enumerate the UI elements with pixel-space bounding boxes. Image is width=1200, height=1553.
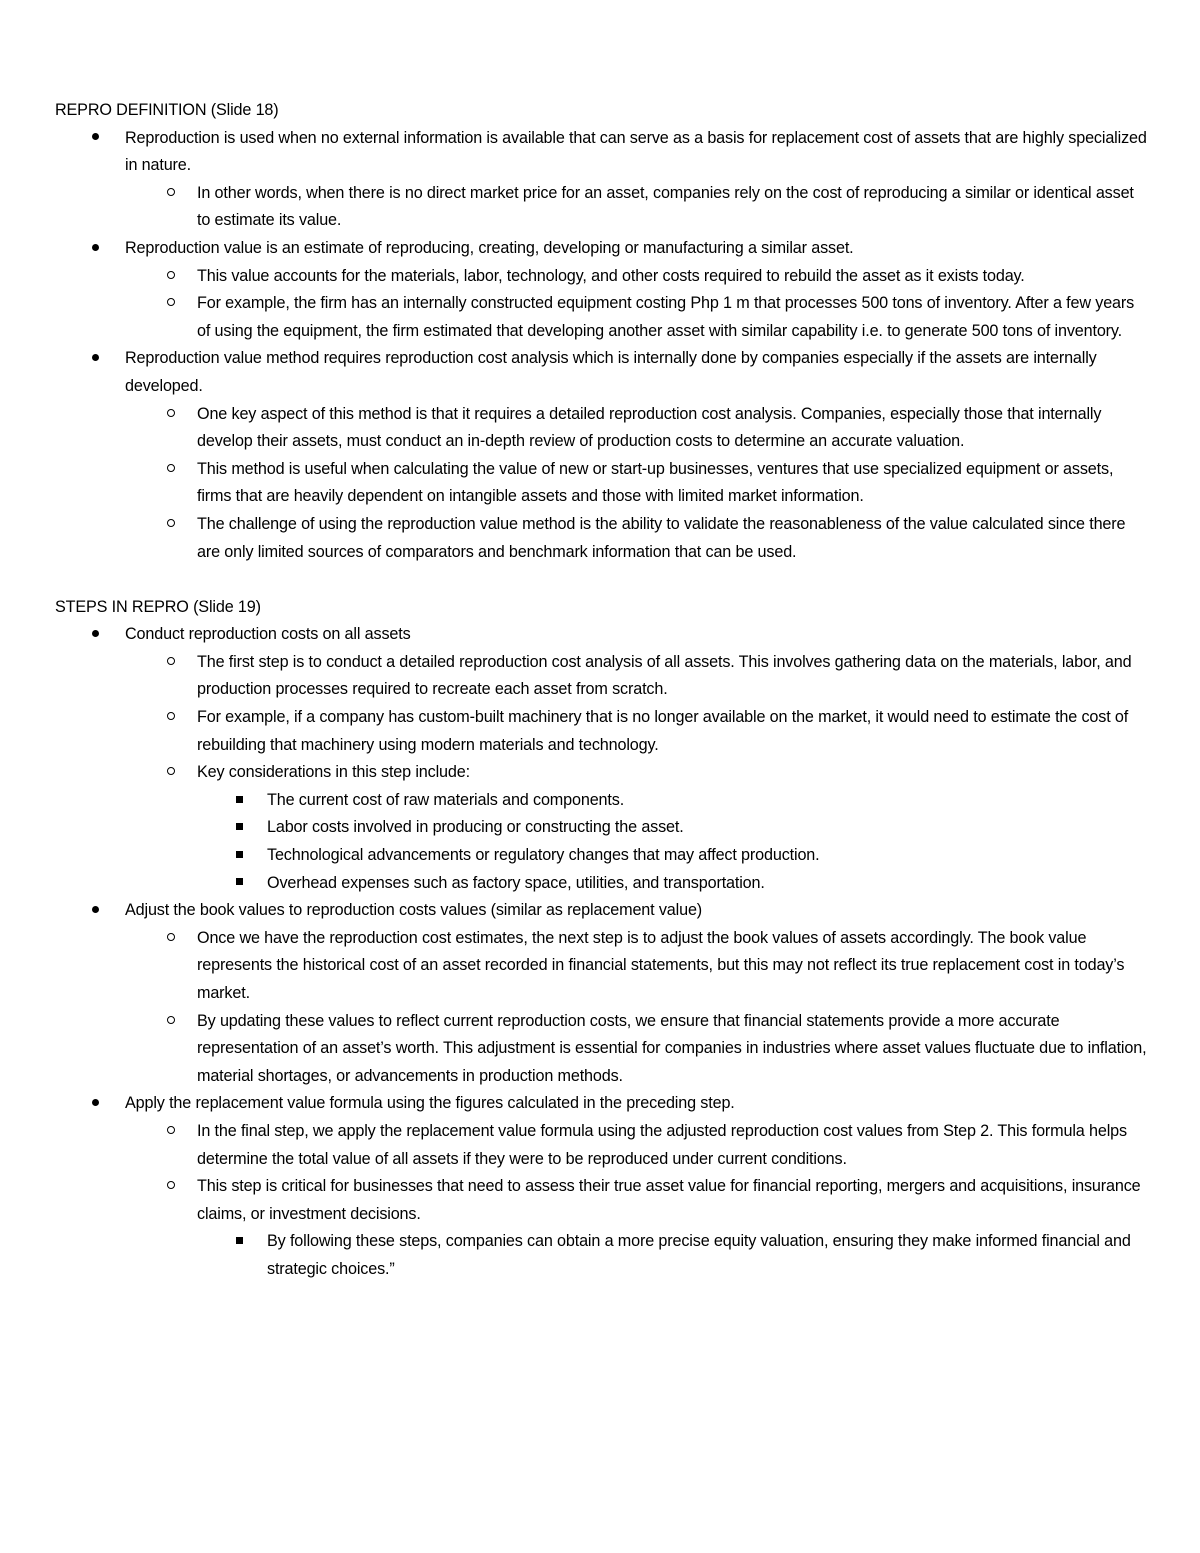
sub-sub-bullet-list	[197, 787, 1150, 897]
list-item	[55, 897, 1150, 1090]
square-bullet-icon	[229, 870, 249, 898]
hollow-bullet-icon	[161, 759, 181, 787]
sub-list-item	[125, 1008, 1150, 1091]
sub-list-item	[125, 1173, 1150, 1283]
sub-list-item	[125, 704, 1150, 759]
hollow-bullet-icon	[161, 1173, 181, 1201]
list-item-text: Reproduction value is an estimate of reproducing, creating, developing or manufacturing a similar asset.	[125, 238, 854, 257]
sub-list-item-text: This method is useful when calculating the value of new or start-up businesses, ventures that use specialized equipment or assets, firms that are heavily dependent on intangible assets and those with limited market information.	[197, 459, 1114, 506]
sub-list-item	[125, 759, 1150, 897]
square-bullet-icon	[229, 814, 249, 842]
bullet-list	[55, 125, 1150, 567]
hollow-bullet-icon	[161, 511, 181, 539]
section-repro-definition	[55, 97, 1150, 566]
sub-list-item-text: The challenge of using the reproduction value method is the ability to validate the reasonableness of the value calculated since there are only limited sources of comparators and benchmark information that can be used.	[197, 514, 1126, 561]
filled-bullet-icon	[85, 345, 105, 373]
hollow-bullet-icon	[161, 290, 181, 318]
section-steps-in-repro	[55, 594, 1150, 1284]
sub-sub-list-item	[197, 814, 1150, 842]
sub-list-item-text: By updating these values to reflect current reproduction costs, we ensure that financial statements provide a more accurate representation of an asset’s worth. This adjustment is essential for companies in industries where asset values fluctuate due to inflation, material shortages, or advancements in production methods.	[197, 1011, 1147, 1085]
sub-bullet-list	[125, 1118, 1150, 1284]
list-item	[55, 621, 1150, 897]
hollow-bullet-icon	[161, 704, 181, 732]
section-heading: STEPS IN REPRO (Slide 19)	[55, 597, 261, 616]
sub-sub-list-item-text: The current cost of raw materials and components.	[267, 790, 625, 809]
list-item	[55, 1090, 1150, 1283]
list-item	[55, 235, 1150, 345]
sub-sub-list-item-text: Technological advancements or regulatory changes that may affect production.	[267, 846, 820, 865]
sub-list-item	[125, 401, 1150, 456]
hollow-bullet-icon	[161, 263, 181, 291]
sub-list-item-text: For example, the firm has an internally constructed equipment costing Php 1 m that processes 500 tons of inventory. After a few years of using the equipment, the firm estimated that developing another asset with similar capability i.e. to generate 500 tons of inventory.	[197, 294, 1135, 340]
square-bullet-icon	[229, 787, 249, 815]
sub-list-item	[125, 290, 1150, 345]
sub-list-item-text: In the final step, we apply the replacement value formula using the adjusted reproduction cost values from Step 2. This formula helps determine the total value of all assets if they were to be reproduced under current conditions.	[197, 1121, 1127, 1168]
filled-bullet-icon	[85, 897, 105, 925]
sub-list-item-text: One key aspect of this method is that it requires a detailed reproduction cost analysis. Companies, especially those that internally develop their assets, must conduct an in-depth review of production costs to determine an accurate valuation.	[197, 404, 1102, 451]
sub-sub-list-item	[197, 787, 1150, 815]
sub-bullet-list	[125, 401, 1150, 567]
list-item-text: Reproduction is used when no external information is available that can serve as a basis for replacement cost of assets that are highly specialized in nature.	[125, 128, 1147, 175]
sub-bullet-list	[125, 649, 1150, 897]
sub-sub-list-item	[197, 870, 1150, 898]
sub-sub-list-item-text: Labor costs involved in producing or constructing the asset.	[267, 818, 684, 837]
sub-list-item	[125, 925, 1150, 1008]
filled-bullet-icon	[85, 621, 105, 649]
sub-bullet-list	[125, 925, 1150, 1091]
sub-list-item	[125, 1118, 1150, 1173]
list-item-text: Conduct reproduction costs on all assets	[125, 625, 411, 644]
sub-list-item	[125, 456, 1150, 511]
list-item-text: Adjust the book values to reproduction costs values (similar as replacement value)	[125, 901, 703, 920]
list-item	[55, 345, 1150, 566]
sub-list-item	[125, 263, 1150, 291]
sub-sub-bullet-list	[197, 1228, 1150, 1283]
hollow-bullet-icon	[161, 925, 181, 953]
sub-list-item	[125, 649, 1150, 704]
sub-sub-list-item-text: Overhead expenses such as factory space, utilities, and transportation.	[267, 873, 765, 892]
hollow-bullet-icon	[161, 401, 181, 429]
sub-list-item-text: The first step is to conduct a detailed reproduction cost analysis of all assets. This involves gathering data on the materials, labor, and production processes required to recreate each asset from scratch.	[197, 652, 1132, 699]
sub-list-item-text: In other words, when there is no direct market price for an asset, companies rely on the cost of reproducing a similar or identical asset to estimate its value.	[197, 183, 1134, 230]
filled-bullet-icon	[85, 235, 105, 263]
sub-list-item-text: Key considerations in this step include:	[197, 763, 470, 782]
hollow-bullet-icon	[161, 180, 181, 208]
sub-list-item-text: This step is critical for businesses that need to assess their true asset value for financial reporting, mergers and acquisitions, insurance claims, or investment decisions.	[197, 1177, 1141, 1223]
sub-sub-list-item-text: By following these steps, companies can obtain a more precise equity valuation, ensuring they make informed financial and strategic choices.”	[267, 1232, 1131, 1278]
bullet-list	[55, 621, 1150, 1283]
square-bullet-icon	[229, 1228, 249, 1256]
hollow-bullet-icon	[161, 649, 181, 677]
sub-sub-list-item	[197, 842, 1150, 870]
filled-bullet-icon	[85, 125, 105, 153]
sub-list-item-text: For example, if a company has custom-built machinery that is no longer available on the market, it would need to estimate the cost of rebuilding that machinery using modern materials and technology.	[197, 708, 1129, 754]
sub-bullet-list	[125, 263, 1150, 346]
section-heading: REPRO DEFINITION (Slide 18)	[55, 101, 279, 119]
list-item-text: Reproduction value method requires reproduction cost analysis which is internally done by companies especially if the assets are internally developed.	[125, 349, 1097, 395]
filled-bullet-icon	[85, 1090, 105, 1118]
sub-sub-list-item	[197, 1228, 1150, 1283]
square-bullet-icon	[229, 842, 249, 870]
sub-list-item	[125, 511, 1150, 566]
list-item	[55, 125, 1150, 235]
sub-list-item-text: Once we have the reproduction cost estimates, the next step is to adjust the book values of assets accordingly. The book value represents the historical cost of an asset recorded in financial statements, but this may not reflect its true replacement cost in today’s market.	[197, 928, 1125, 1002]
sub-list-item-text: This value accounts for the materials, labor, technology, and other costs required to rebuild the asset as it exists today.	[197, 266, 1025, 285]
sub-list-item	[125, 180, 1150, 235]
sub-bullet-list	[125, 180, 1150, 235]
hollow-bullet-icon	[161, 456, 181, 484]
hollow-bullet-icon	[161, 1118, 181, 1146]
document-page	[55, 97, 1150, 1284]
hollow-bullet-icon	[161, 1008, 181, 1036]
list-item-text: Apply the replacement value formula using the figures calculated in the preceding step.	[125, 1094, 735, 1113]
